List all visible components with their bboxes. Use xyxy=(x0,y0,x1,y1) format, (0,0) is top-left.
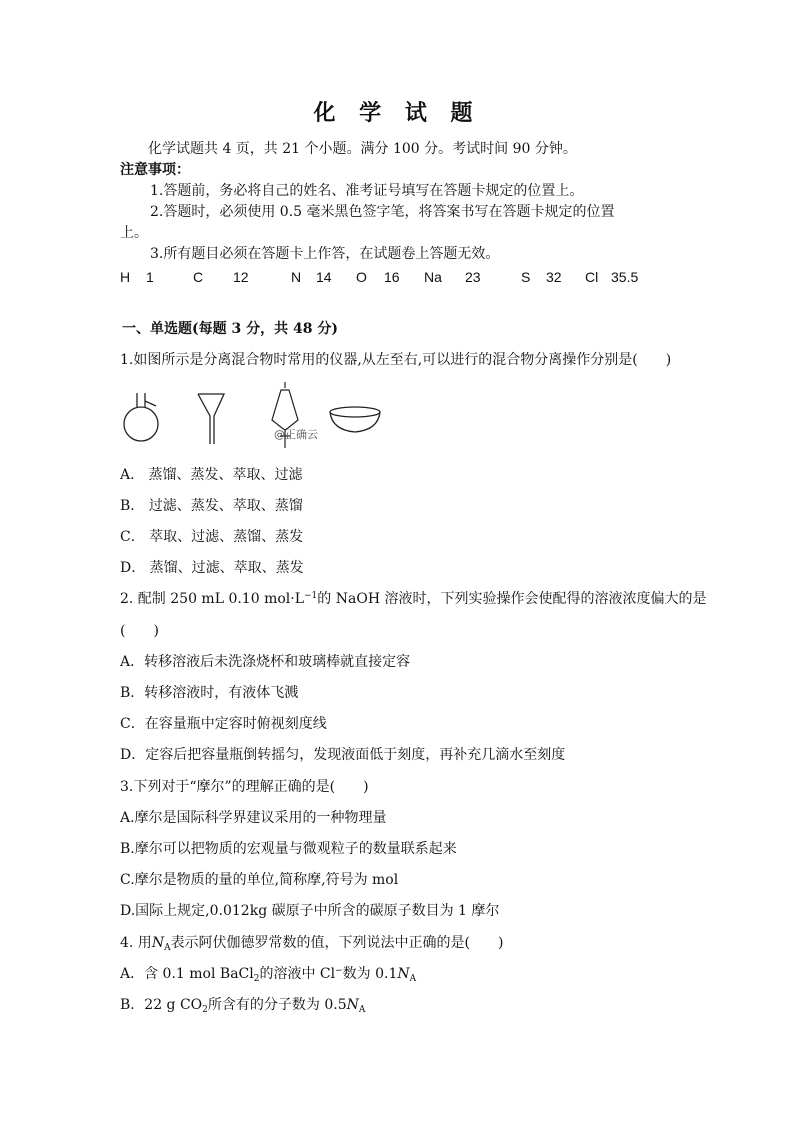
exam-intro: 化学试题共 4 页，共 21 个小题。满分 100 分。考试时间 90 分钟。 xyxy=(148,141,577,157)
avogadro-subscript: A xyxy=(409,974,417,984)
element-mass: 35.5 xyxy=(611,269,639,285)
section-heading: 一、单选题(每题 3 分，共 48 分) xyxy=(122,321,338,337)
funnel-icon xyxy=(198,394,224,444)
q4-option-a-text: 的溶液中 Cl xyxy=(259,966,336,982)
element-mass: 1 xyxy=(146,269,154,285)
notice-item-3: 3.所有题目必须在答题卡上作答，在试题卷上答题无效。 xyxy=(150,246,500,262)
element-symbol: C xyxy=(193,269,204,285)
q2-stem-text: 2. 配制 250 mL 0.10 mol·L xyxy=(120,591,305,607)
avogadro-subscript: A xyxy=(358,1005,366,1015)
q1-option-a: A． 蒸馏、蒸发、萃取、过滤 xyxy=(120,467,303,483)
page-title: 化 学 试 题 xyxy=(313,100,481,126)
superscript: − xyxy=(335,966,343,976)
avogadro-subscript: A xyxy=(164,943,171,953)
q2-stem-text: 的 NaOH 溶液时，下列实验操作会使配得的溶液浓度偏大的是 xyxy=(317,591,707,607)
element-mass: 14 xyxy=(316,269,332,285)
element-mass: 12 xyxy=(233,269,249,285)
avogadro-symbol: N xyxy=(397,966,410,982)
q2-stem-bracket: ( ) xyxy=(120,623,159,639)
q4-option-a-text: 数为 0.1 xyxy=(342,966,398,982)
q1-option-d: D． 蒸馏、过滤、萃取、蒸发 xyxy=(120,560,304,576)
q3-option-d: D.国际上规定,0.012kg 碳原子中所含的碳原子数目为 1 摩尔 xyxy=(120,903,500,919)
q1-stem: 1.如图所示是分离混合物时常用的仪器,从左至右,可以进行的混合物分离操作分别是( ) xyxy=(120,352,672,368)
atomic-mass-row xyxy=(0,268,794,286)
q4-option-b-text: B．22 g CO xyxy=(120,997,203,1013)
flask-icon xyxy=(124,393,158,441)
element-mass: 23 xyxy=(465,269,481,285)
element-symbol: N xyxy=(291,269,302,285)
q2-option-b: B．转移溶液时，有液体飞溅 xyxy=(120,685,299,701)
notice-item-2-cont: 上。 xyxy=(120,225,148,241)
q2-option-d: D．定容后把容量瓶倒转摇匀，发现液面低于刻度，再补充几滴水至刻度 xyxy=(120,747,566,763)
q1-option-c: C． 萃取、过滤、蒸馏、蒸发 xyxy=(120,529,304,545)
notice-item-2: 2.答题时，必须使用 0.5 毫米黑色签字笔，将答案书写在答题卡规定的位置 xyxy=(150,204,615,220)
q2-option-c: C．在容量瓶中定容时俯视刻度线 xyxy=(120,716,327,732)
q3-option-b: B.摩尔可以把物质的宏观量与微观粒子的数量联系起来 xyxy=(120,841,457,857)
q2-stem xyxy=(120,590,706,608)
element-mass: 32 xyxy=(546,269,562,285)
q4-stem-text: 4. 用 xyxy=(120,935,152,951)
element-symbol: O xyxy=(356,269,367,285)
q3-stem: 3.下列对于“摩尔”的理解正确的是( ) xyxy=(120,779,369,795)
element-mass: 16 xyxy=(384,269,400,285)
q2-option-a: A．转移溶液后未洗涤烧杯和玻璃棒就直接定容 xyxy=(120,654,411,670)
q1-option-b: B． 过滤、蒸发、萃取、蒸馏 xyxy=(120,498,303,514)
q3-option-a: A.摩尔是国际科学界建议采用的一种物理量 xyxy=(120,810,387,826)
element-symbol: S xyxy=(521,269,531,285)
subscript: 2 xyxy=(253,974,260,984)
notice-item-1: 1.答题前，务必将自己的姓名、准考证号填写在答题卡规定的位置上。 xyxy=(150,183,584,199)
separation-apparatus-figure xyxy=(118,380,398,450)
q4-option-a xyxy=(120,965,416,983)
q4-option-a-text: A．含 0.1 mol BaCl xyxy=(120,966,254,982)
element-symbol: Na xyxy=(424,269,442,285)
notice-heading: 注意事项： xyxy=(120,162,190,178)
q4-option-b xyxy=(120,996,365,1014)
avogadro-symbol: N xyxy=(346,997,359,1013)
q4-stem-text: 表示阿伏伽德罗常数的值，下列说法中正确的是( ) xyxy=(170,935,504,951)
watermark-text: @正确云 xyxy=(274,428,318,441)
q3-option-c: C.摩尔是物质的量的单位,简称摩,符号为 mol xyxy=(120,872,399,888)
subscript: 2 xyxy=(202,1005,208,1015)
element-symbol: Cl xyxy=(585,269,599,285)
q4-option-b-text: 所含有的分子数为 0.5 xyxy=(207,997,347,1013)
q2-exponent: −1 xyxy=(304,591,318,601)
q4-stem xyxy=(120,934,504,952)
avogadro-symbol: N xyxy=(151,935,165,951)
element-symbol: H xyxy=(120,269,131,285)
evaporating-dish-icon xyxy=(330,407,380,432)
